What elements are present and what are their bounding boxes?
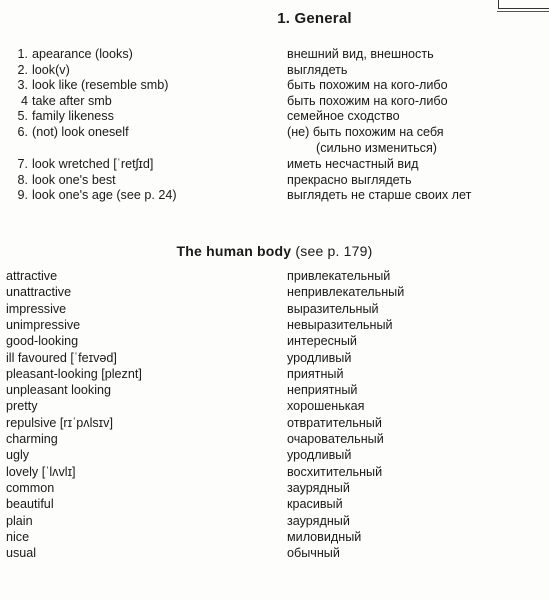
body-term-russian: хорошенькая bbox=[287, 399, 365, 414]
term-english: look(v) bbox=[32, 62, 70, 77]
term-number: 1. bbox=[17, 47, 28, 61]
body-term-english: good-looking bbox=[6, 334, 79, 349]
body-term-russian: обычный bbox=[287, 546, 340, 561]
term-english: look one's best bbox=[32, 172, 116, 187]
term-number: 4 bbox=[20, 93, 28, 108]
term-english: look wretched [ˈretʃɪd] bbox=[32, 157, 154, 172]
general-term bbox=[12, 93, 112, 109]
general-term bbox=[12, 77, 168, 93]
body-term-russian: очаровательный bbox=[287, 432, 384, 446]
term-number: 8. bbox=[17, 172, 28, 187]
general-term bbox=[12, 124, 129, 140]
term-russian: внешний вид, внешность bbox=[287, 47, 434, 61]
section-human-body-title-text: The human body bbox=[176, 243, 292, 259]
body-term-english: plain bbox=[6, 513, 33, 528]
general-term bbox=[12, 156, 153, 172]
body-term-english: impressive bbox=[6, 301, 67, 316]
body-term-english: usual bbox=[6, 546, 37, 561]
term-russian: выглядеть не старше своих лет bbox=[287, 188, 472, 203]
term-number: 2. bbox=[17, 62, 28, 77]
general-term bbox=[12, 46, 133, 62]
term-number: 9. bbox=[17, 188, 28, 203]
term-english: look like (resemble smb) bbox=[32, 78, 169, 93]
body-term-russian: восхитительный bbox=[287, 464, 383, 479]
body-term-english: unpleasant looking bbox=[6, 383, 112, 398]
body-term-english: ill favoured [ˈfeɪvəd] bbox=[6, 350, 117, 365]
term-english: look one's age (see p. 24) bbox=[32, 188, 177, 203]
term-number: 6. bbox=[17, 125, 28, 139]
body-term-russian: красивый bbox=[287, 497, 343, 512]
term-russian: прекрасно выглядеть bbox=[287, 172, 412, 187]
body-term-english: charming bbox=[6, 432, 58, 446]
term-russian: семейное сходство bbox=[287, 109, 400, 124]
body-term-russian: интересный bbox=[287, 334, 357, 349]
section-human-body-ref: (see p. 179) bbox=[295, 243, 373, 259]
body-term-russian: уродливый bbox=[287, 350, 352, 365]
body-term-russian: непривлекательный bbox=[287, 285, 405, 300]
section-human-body-title bbox=[0, 243, 549, 259]
page-corner-decoration bbox=[498, 0, 549, 9]
term-english: family likeness bbox=[32, 109, 114, 124]
body-term-russian: заурядный bbox=[287, 513, 350, 528]
body-term-english: common bbox=[6, 480, 55, 495]
body-term-russian: привлекательный bbox=[287, 269, 391, 283]
body-term-english: pretty bbox=[6, 399, 38, 414]
term-number: 7. bbox=[17, 157, 28, 172]
body-term-english: lovely [ˈlʌvlɪ] bbox=[6, 464, 76, 479]
term-english: apearance (looks) bbox=[32, 47, 133, 61]
term-russian: выглядеть bbox=[287, 62, 348, 77]
body-term-english: unattractive bbox=[6, 285, 72, 300]
term-number: 5. bbox=[17, 109, 28, 124]
general-term bbox=[12, 62, 70, 78]
body-term-english: repulsive [rɪˈpʌlsɪv] bbox=[6, 415, 113, 430]
body-term-english: attractive bbox=[6, 269, 58, 283]
general-term bbox=[12, 187, 177, 203]
general-term bbox=[12, 172, 116, 188]
term-russian: (не) быть похожим на себя bbox=[287, 125, 444, 139]
body-term-russian: невыразительный bbox=[287, 317, 393, 332]
body-term-russian: миловидный bbox=[287, 529, 362, 544]
term-english: take after smb bbox=[32, 93, 112, 108]
body-term-english: unimpressive bbox=[6, 317, 81, 332]
term-russian-continuation: (сильно измениться) bbox=[316, 140, 437, 155]
general-term bbox=[12, 108, 114, 124]
body-term-russian: приятный bbox=[287, 366, 344, 381]
term-russian: быть похожим на кого-либо bbox=[287, 93, 448, 108]
body-term-russian: выразительный bbox=[287, 301, 379, 316]
term-number: 3. bbox=[17, 78, 28, 93]
body-term-russian: заурядный bbox=[287, 480, 350, 495]
body-term-english: beautiful bbox=[6, 497, 54, 512]
body-term-english: nice bbox=[6, 529, 30, 544]
term-russian: иметь несчастный вид bbox=[287, 157, 419, 172]
body-term-russian: отвратительный bbox=[287, 415, 382, 430]
body-term-russian: уродливый bbox=[287, 448, 352, 463]
section-general-title: 1. General bbox=[277, 10, 352, 27]
body-term-english: pleasant-looking [pleznt] bbox=[6, 366, 142, 381]
body-term-english: ugly bbox=[6, 448, 30, 463]
term-english: (not) look oneself bbox=[32, 125, 129, 139]
term-russian: быть похожим на кого-либо bbox=[287, 78, 448, 93]
body-term-russian: неприятный bbox=[287, 383, 358, 398]
